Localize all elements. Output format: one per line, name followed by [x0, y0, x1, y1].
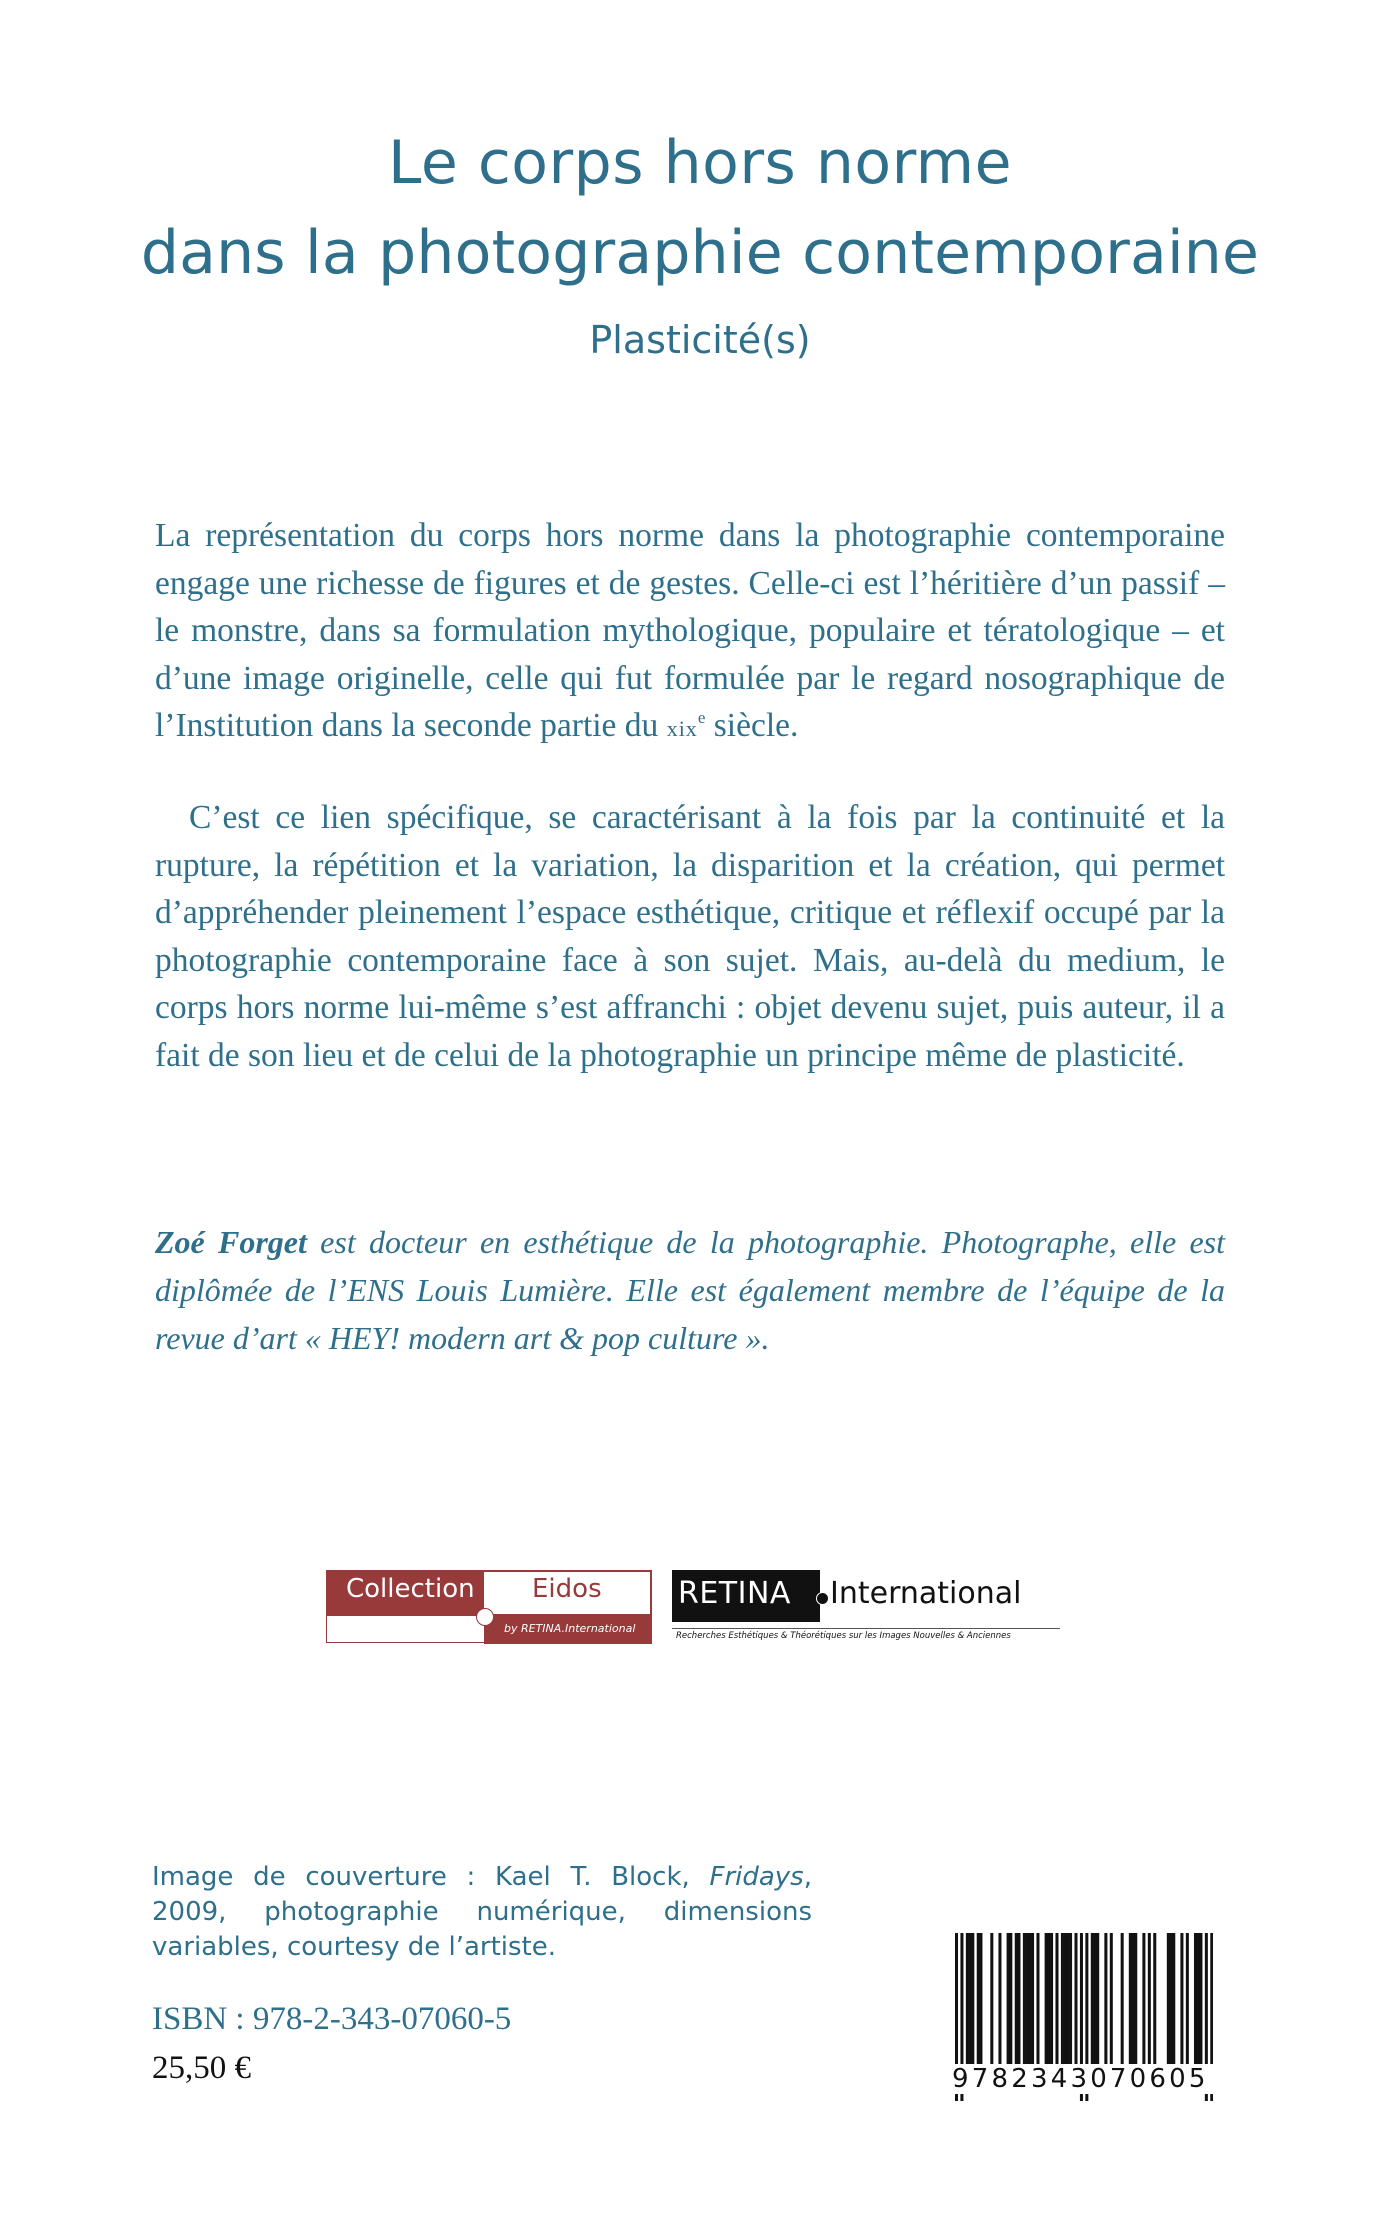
barcode-bar	[1028, 1933, 1031, 2073]
barcode-bar	[1132, 1933, 1135, 2073]
barcode-bar	[966, 1933, 969, 2073]
retina-label: RETINA	[678, 1576, 791, 1611]
barcode-bar	[1134, 1933, 1137, 2073]
credit-prefix: Image de couverture : Kael T. Block,	[152, 1862, 710, 1892]
blurb-p2-text: C’est ce lien spécifique, se caractérisant à la fois par la continuité et la rupture, la répétition et la variation, la disparition et la création, qui permet d’appréhender pleinement l’espace esthétique, critique et réflexif occupé par la photographie contemporaine face à son sujet. Mais, au-delà du medium, le corps hors norme lui-même s’est affranchi : objet devenu sujet, puis auteur, il a fait de son lieu et de celui de la photographie un principe même de plasticité.	[155, 799, 1225, 1074]
eidos-label: Eidos	[532, 1574, 602, 1604]
retina-logo-rule	[672, 1628, 1060, 1629]
barcode-bar	[1061, 1933, 1064, 2073]
international-label: International	[830, 1576, 1022, 1611]
barcode-bar	[1009, 1933, 1012, 2073]
barcode-bar	[1199, 1933, 1202, 2073]
barcode-bar	[1007, 1933, 1010, 2073]
barcode-bar	[1069, 1933, 1072, 2073]
blurb-p1-text: La représentation du corps hors norme dans la photographie contemporaine engage une richesse de figures et de gestes. Celle-ci est l’héritière d’un passif – le monstre, dans sa formulation mythologique, populaire et tératologique – et d’une image originelle, celle qui fut formulée par le regard nosographique de l’Institution dans la seconde partie du	[155, 517, 1225, 744]
barcode-bar	[1094, 1933, 1097, 2073]
subtitle: Plasticité(s)	[589, 318, 811, 362]
barcode-bar	[1167, 1933, 1170, 2073]
barcode-bar	[1045, 1933, 1048, 2073]
cover-image-credit	[152, 1860, 812, 1965]
barcode-bar	[1129, 1933, 1132, 2073]
retina-international-logo	[672, 1570, 1062, 1644]
barcode-bar	[1121, 1933, 1124, 2073]
eidos-by-label: by RETINA.International	[504, 1622, 636, 1635]
retina-logo-dot	[816, 1592, 829, 1605]
barcode-bar	[1015, 1933, 1018, 2073]
barcode-bar	[1186, 1933, 1189, 2073]
barcode-bar	[1064, 1933, 1067, 2073]
blurb-paragraph-1	[155, 512, 1225, 753]
barcode-bar	[1172, 1933, 1175, 2073]
title-line-1: Le corps hors norme	[387, 128, 1013, 198]
barcode-bar	[1091, 1933, 1094, 2073]
barcode-bar	[1180, 1933, 1183, 2073]
barcode-bar	[1194, 1933, 1197, 2073]
barcode-bar	[1096, 1933, 1099, 2073]
barcode-bar	[1047, 1933, 1050, 2073]
barcode-bar	[1031, 1933, 1034, 2073]
barcode-bar	[1148, 1933, 1151, 2073]
isbn: ISBN : 978-2-343-07060-5	[152, 2001, 512, 2037]
author-bio	[155, 1218, 1225, 1362]
blurb-paragraph-2	[155, 794, 1225, 1079]
barcode-bar	[1023, 1933, 1026, 2073]
century-superscript: e	[697, 708, 706, 727]
title-line-2: dans la photographie contemporaine	[140, 218, 1260, 288]
barcode-digits: 9782343070605	[952, 2064, 1214, 2094]
barcode-bar	[977, 1933, 980, 2073]
price: 25,50 €	[152, 2050, 251, 2086]
credit-rest: , 2009, photographie numérique, dimensions variables, courtesy de l’artiste.	[152, 1862, 812, 1962]
barcode-bar	[1142, 1933, 1145, 2073]
barcode-bar	[1170, 1933, 1173, 2073]
credit-work-title: Fridays	[709, 1862, 804, 1892]
author-bio-text: est docteur en esthétique de la photographie. Photographe, elle est diplômée de l’ENS Louis Lumière. Elle est également membre de l’équipe de la revue d’art « HEY! modern art & pop culture ».	[155, 1224, 1226, 1356]
barcode-bar	[1055, 1933, 1058, 2073]
eidos-logo-dot	[476, 1608, 494, 1626]
barcode-bar	[1026, 1933, 1029, 2073]
barcode-bar	[990, 1933, 993, 2073]
barcode-bar	[971, 1933, 974, 2073]
barcode-bar	[1110, 1933, 1113, 2073]
author-name: Zoé Forget	[155, 1224, 307, 1260]
collection-label: Collection	[346, 1574, 475, 1604]
barcode-bar	[1104, 1933, 1107, 2073]
barcode-bar	[1036, 1933, 1039, 2073]
barcode-bar	[1153, 1933, 1156, 2073]
barcode-bar	[1017, 1933, 1020, 2073]
barcode-bar	[1050, 1933, 1053, 2073]
barcode-bar	[1074, 1933, 1077, 2073]
blurb-p1-end: siècle.	[705, 707, 799, 744]
retina-tagline: Recherches Esthétiques & Théorétiques sur les Images Nouvelles & Anciennes	[676, 1631, 1011, 1641]
barcode-bar	[979, 1933, 982, 2073]
collection-eidos-logo	[326, 1570, 652, 1644]
barcode-bar	[998, 1933, 1001, 2073]
century-numeral: xix	[666, 716, 698, 741]
barcode-bar	[1197, 1933, 1200, 2073]
barcode-bar	[969, 1933, 972, 2073]
barcode-bar	[1066, 1933, 1069, 2073]
